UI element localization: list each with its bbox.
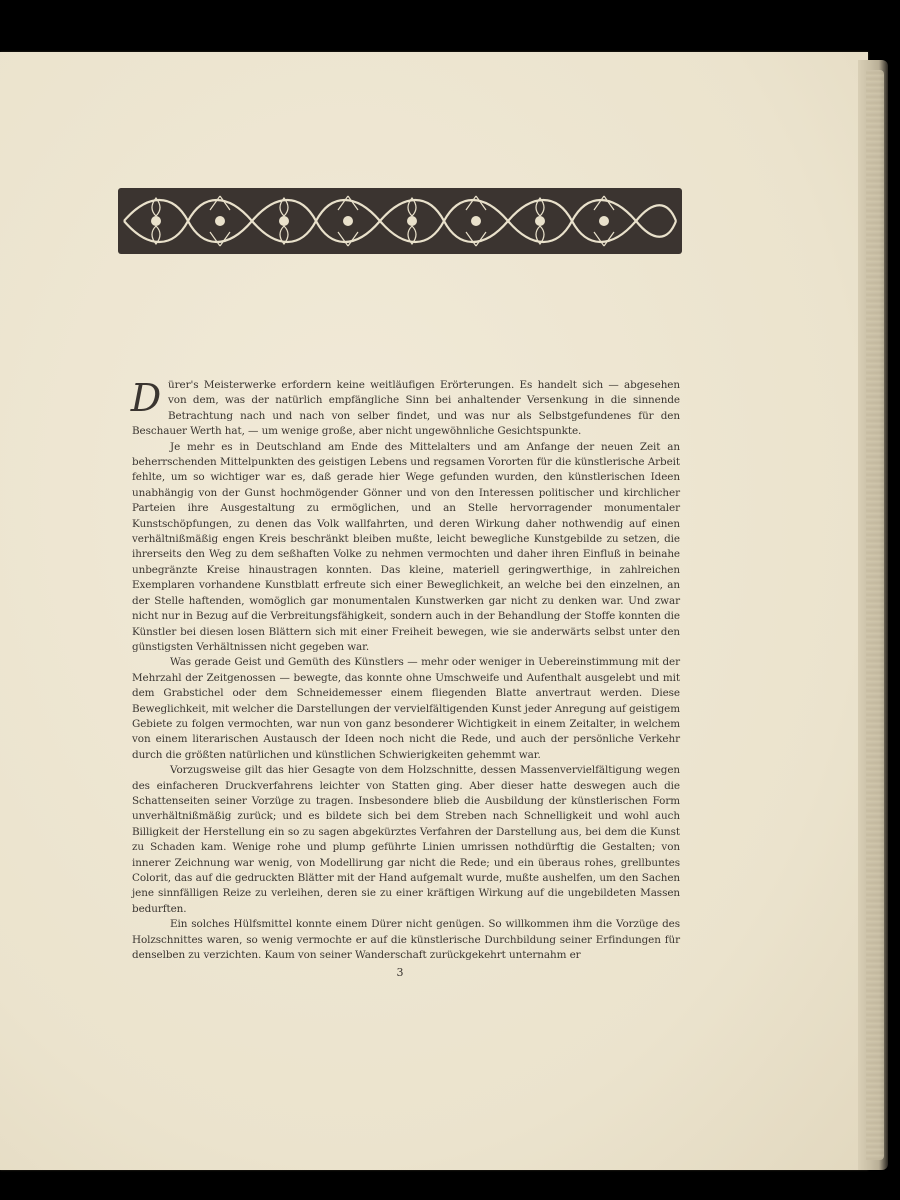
paragraph: Was gerade Geist und Gemüth des Künstlers — mehr oder weniger in Uebereinstimmung mit der Mehrzahl der Zeitgenossen — bewegte, das konnte ohne Umschweife und Aufenthalt ausgelebt und mit dem Grabstichel oder dem Schneidemesser einem fliegenden Blatte anvertraut werden. Diese Beweglichkeit, mit welcher die Darstellungen der vervielfältigenden Kunst jeder Anregung auf geistigem Gebiete zu folgen vermochten, war nun von ganz besonderer Wichtigkeit in einem Zeitalter, in welchem von einem literarischen Austausch der Ideen noch nicht die Rede, und auch der persönliche Verkehr durch die größten natürlichen und künstlichen Schwierigkeiten gehemmt war.: [132, 656, 680, 761]
paragraph: Vorzugsweise gilt das hier Gesagte von dem Holzschnitte, dessen Massenvervielfältigung wegen des einfacheren Druckverfahrens leichter von Statten ging. Aber dieser hatte deswegen auch die Schattenseiten seiner Vorzüge zu tragen. Insbesondere blieb die Ausbildung der künstlerischen Form unverhältnißmäßig zurück; und es bildete sich bei dem Streben nach Schnelligkeit und wohl auch Billigkeit der Herstellung ein so zu sagen abgekürztes Verfahren der Darstellung aus, bei dem die Kunst zu Schaden kam. Wenige rohe und plump geführte Linien umrissen nothdürftig die Gestalten; von innerer Zeichnung war wenig, von Modellirung gar nicht die Rede; und ein überaus rohes, grellbuntes Colorit, das auf die gedruckten Blätter mit der Hand aufgemalt wurde, mußte aushelfen, um den Sachen jene sinnfälligen Reize zu verleihen, deren sie zu einer kräftigen Wirkung auf die ungebildeten Massen bedurften.: [132, 764, 680, 915]
first-paragraph-text: ürer's Meisterwerke erfordern keine weitläufigen Erörterungen. Es handelt sich — abgesehen von dem, was der natürlich empfängliche Sinn bei anhaltender Versenkung in die sinnende Betrachtung nach und nach von selber findet, und was nur als Selbstgefundenes für den Beschauer Werth hat, — um wenige große, aber nicht ungewöhnliche Gesichtspunkte.: [132, 379, 680, 438]
first-paragraph: [132, 378, 680, 440]
decorated-initial: D: [130, 376, 162, 420]
paragraph: Je mehr es in Deutschland am Ende des Mittelalters und am Anfange der neuen Zeit an beherrschenden Mittelpunkten des geistigen Lebens und regsamen Vororten für die künstlerische Arbeit fehlte, um so wichtiger war es, daß gerade hier Wege gefunden wurden, den künstlerischen Ideen unabhängig von der Gunst hochmögender Gönner und von den Interessen politischer und kirchlicher Parteien ihre Ausgestaltung zu ermöglichen, und an Stelle hervorragender monumentaler Kunstschöpfungen, zu denen das Volk wallfahrten, und deren Wirkung daher nothwendig auf einen verhältnißmäßig engen Kreis beschränkt bleiben mußte, leicht bewegliche Kunstgebilde zu setzen, die ihrerseits den Weg zu dem seßhaften Volke zu nehmen vermochten und daher ihren Einfluß in beinahe unbegränzte Kreise hinaustragen konnten. Das kleine, materiell geringwerthige, in zahlreichen Exemplaren vorhandene Kunstblatt erfreute sich einer Beweglichkeit, an welche bei den einzelnen, an der Stelle haftenden, womöglich gar monumentalen Kunstwerken gar nicht zu denken war. Und zwar nicht nur in Bezug auf die Verbreitungsfähigkeit, sondern auch in der Behandlung der Stoffe konnten die Künstler bei diesen losen Blättern sich mit einer Freiheit bewegen, wie sie anderwärts selbst unter den günstigsten Verhältnissen nicht gegeben war.: [132, 440, 680, 653]
ornamental-headpiece: [118, 188, 682, 254]
paragraph: Ein solches Hülfsmittel konnte einem Dürer nicht genügen. So willkommen ihm die Vorzüge des Holzschnittes waren, so wenig vermochte er auf die künstlerische Durchbildung seiner Erfindungen für denselben zu verzichten. Kaum von seiner Wanderschaft zurückgekehrt unternahm er: [132, 918, 680, 962]
page-number: 3: [396, 966, 404, 979]
body-text: [132, 378, 680, 963]
page-stack-edge-lines: [866, 70, 884, 1160]
